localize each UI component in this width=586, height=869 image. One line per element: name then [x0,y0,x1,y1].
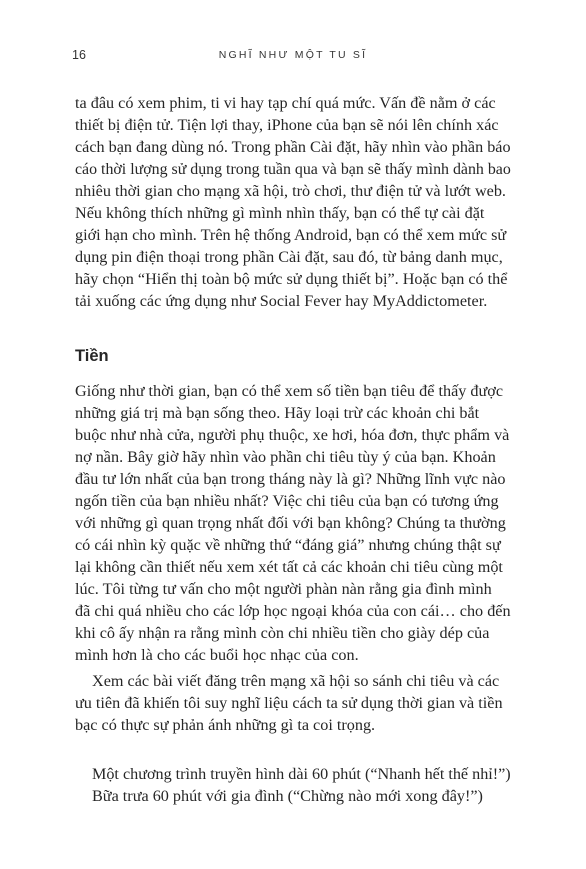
text-line: hãy chọn “Hiển thị toàn bộ mức sử dụng thiết bị”. Hoặc bạn có thể [75,270,508,288]
text-line: Nếu không thích những gì mình nhìn thấy, bạn có thể tự cài đặt [75,204,485,222]
text-line: Xem các bài viết đăng trên mạng xã hội so sánh chi tiêu và các [92,672,500,690]
text-line: cáo thời lượng sử dụng trong tuần qua và bạn sẽ thấy mình dành bao [75,160,511,178]
text-line: bạc có thực sự phản ánh những gì ta coi trọng. [75,716,376,734]
text-line: thiết bị điện tử. Tiện lợi thay, iPhone của bạn sẽ nói lên chính xác [75,116,499,134]
text-line: khi cô ấy nhận ra rằng mình còn chi nhiều tiền cho giày dép của [75,624,490,642]
text-line: tải xuống các ứng dụng như Social Fever hay MyAddictometer. [75,292,488,310]
text-line: nhiêu thời gian cho mạng xã hội, trò chơi, thư điện tử và lướt web. [75,182,506,200]
text-line: ưu tiên đã khiến tôi suy nghĩ liệu cách ta sử dụng thời gian và tiền [75,694,503,712]
example-item: Bữa trưa 60 phút với gia đình (“Chừng nào mới xong đây!”) [92,787,483,805]
text-line: đã chi quá nhiều cho các lớp học ngoại khóa của con cái… cho đến [75,602,511,620]
section-heading: Tiền [75,347,109,365]
text-line: ta đâu có xem phim, ti vi hay tạp chí quá mức. Vấn đề nằm ở các [75,94,496,112]
text-line: ngốn tiền của bạn nhiều nhất? Việc chi tiêu của bạn có tương ứng [75,492,499,510]
text-line: buộc như nhà cửa, người phụ thuộc, xe hơi, hóa đơn, thực phẩm và [75,426,510,444]
text-line: những giá trị mà bạn sống theo. Hãy loại trừ các khoản chi bắt [75,404,480,422]
text-line: cách bạn đang dùng nó. Trong phần Cài đặt, hãy nhìn vào phần báo [75,138,511,156]
text-line: dụng pin điện thoại trong phần Cài đặt, sau đó, từ bảng danh mục, [75,248,503,266]
example-item: Một chương trình truyền hình dài 60 phút (“Nhanh hết thế nhỉ!”) [92,765,511,783]
text-line: mình hơn là cho các buổi học nhạc của con. [75,646,359,664]
text-line: đầu tư lớn nhất của bạn trong tháng này là gì? Những lĩnh vực nào [75,470,506,488]
text-line: Giống như thời gian, bạn có thể xem số tiền bạn tiêu để thấy được [75,382,504,400]
text-line: giới hạn cho mình. Trên hệ thống Android, bạn có thể xem mức sử [75,226,507,244]
text-line: nợ nần. Bây giờ hãy nhìn vào phần chi tiêu tùy ý của bạn. Khoản [75,448,496,466]
text-line: lúc. Tôi từng tư vấn cho một người phàn nàn rằng gia đình mình [75,580,492,598]
running-title: NGHĨ NHƯ MỘT TU SĨ [218,49,368,61]
text-line: lại không cần thiết nếu xem xét tất cả các khoản chi tiêu cùng một [75,558,503,576]
page-number: 16 [72,48,86,62]
text-line: có cái nhìn kỳ quặc về những thứ “đáng giá” nhưng chúng thật sự [75,536,501,554]
text-line: với những gì quan trọng nhất đối với bạn không? Chúng ta thường [75,514,506,532]
